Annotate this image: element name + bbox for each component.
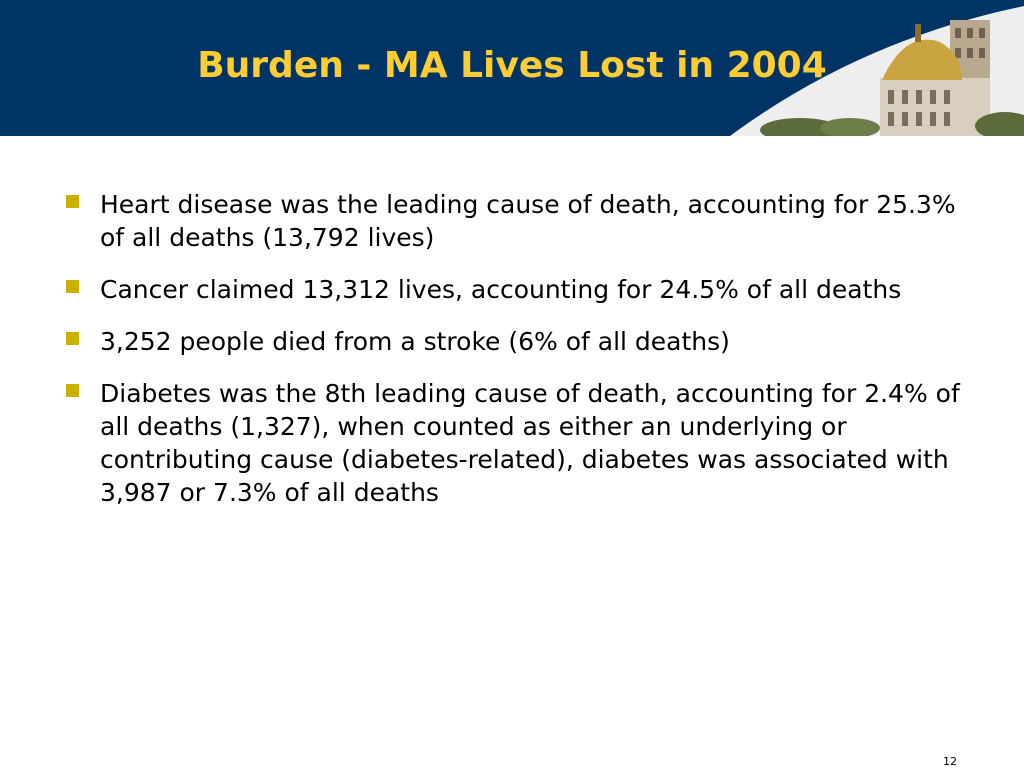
bullet-list <box>66 188 966 528</box>
bullet-text: Heart disease was the leading cause of death, accounting for 25.3% of all deaths (13,792 lives) <box>100 190 956 252</box>
square-bullet-icon <box>66 280 79 293</box>
bullet-item <box>66 273 966 306</box>
bullet-item <box>66 188 966 254</box>
square-bullet-icon <box>66 332 79 345</box>
page-number: 12 <box>943 755 957 768</box>
square-bullet-icon <box>66 195 79 208</box>
square-bullet-icon <box>66 384 79 397</box>
bullet-text: 3,252 people died from a stroke (6% of all deaths) <box>100 327 730 356</box>
bullet-text: Diabetes was the 8th leading cause of death, accounting for 2.4% of all deaths (1,327), when counted as either an underlying or contributing cause (diabetes-related), diabetes was associated with 3,987 or 7.3% of all deaths <box>100 379 960 507</box>
bullet-text: Cancer claimed 13,312 lives, accounting for 24.5% of all deaths <box>100 275 902 304</box>
slide-title: Burden - MA Lives Lost in 2004 <box>197 45 827 86</box>
bullet-item <box>66 377 966 509</box>
bullet-item <box>66 325 966 358</box>
